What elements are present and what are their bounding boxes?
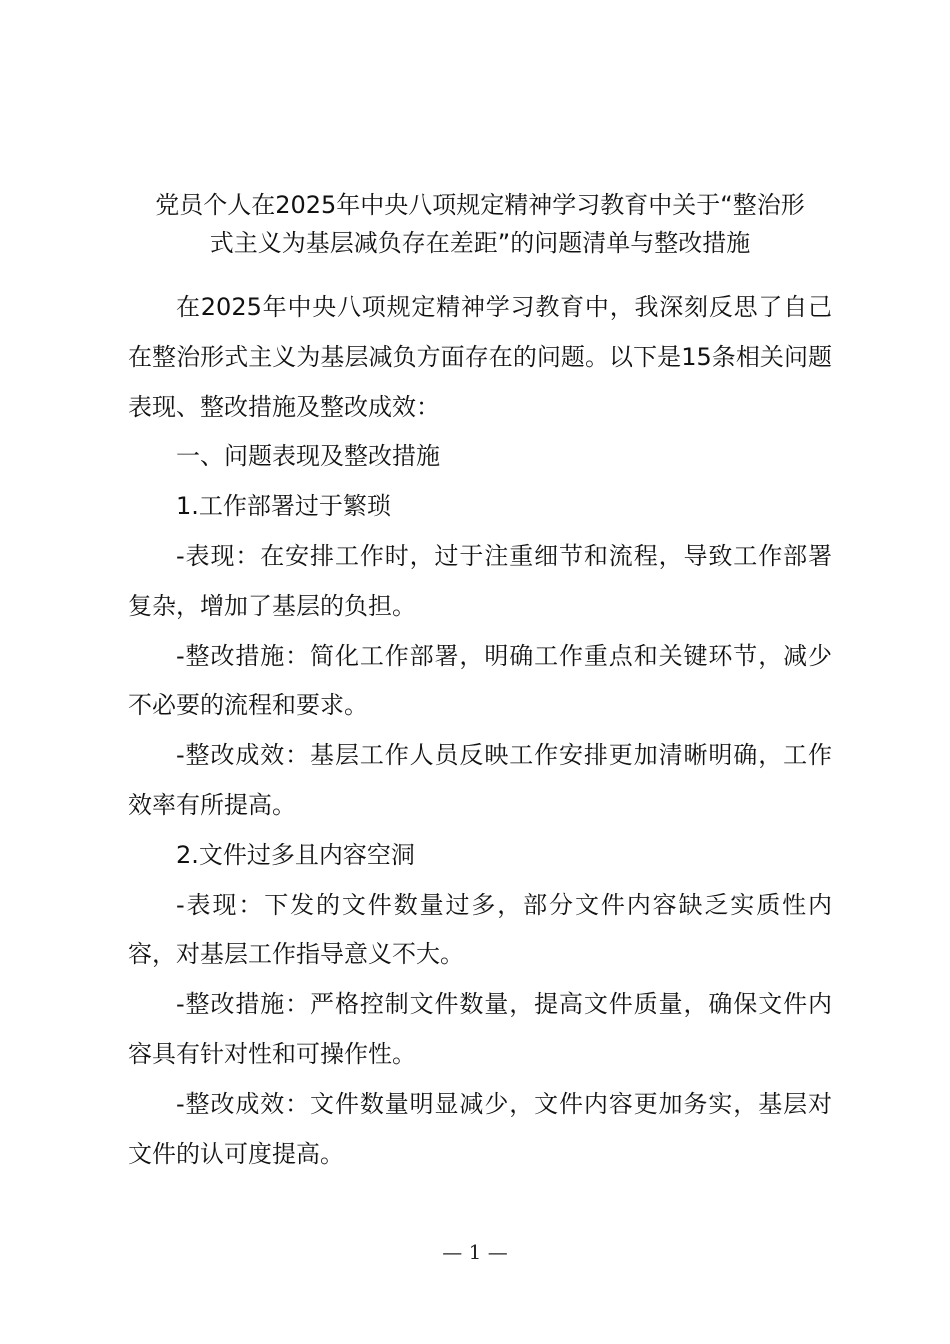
item-measure-paragraph: -整改措施：严格控制文件数量，提高文件质量，确保文件内容具有针对性和可操作性。 [128, 990, 832, 1068]
title-line-2: 式主义为基层减负存在差距”的问题清单与整改措施 [209, 229, 751, 257]
section-heading: 一、问题表现及整改措施 [176, 442, 440, 471]
item-result-paragraph: -整改成效：文件数量明显减少，文件内容更加务实，基层对文件的认可度提高。 [128, 1089, 832, 1168]
item-measure-paragraph: -整改措施：简化工作部署，明确工作重点和关键环节，减少不必要的流程和要求。 [128, 641, 832, 720]
document-title [128, 186, 832, 262]
intro-paragraph: 在2025年中央八项规定精神学习教育中，我深刻反思了自己在整治形式主义为基层减负方面存在的问题。以下是15条相关问题表现、整改措施及整改成效： [128, 293, 832, 421]
item-result-paragraph: -整改成效：基层工作人员反映工作安排更加清晰明确，工作效率有所提高。 [128, 741, 832, 819]
item-heading: 1.工作部署过于繁琐 [176, 492, 391, 521]
item-heading: 2.文件过多且内容空洞 [176, 840, 415, 869]
item-problem-paragraph: -表现：下发的文件数量过多，部分文件内容缺乏实质性内容，对基层工作指导意义不大。 [128, 890, 832, 969]
page-number: — 1 — [442, 1240, 508, 1264]
document-body [128, 283, 832, 1179]
item-problem-paragraph: -表现：在安排工作时，过于注重细节和流程，导致工作部署复杂，增加了基层的负担。 [128, 541, 832, 620]
title-line-1: 党员个人在2025年中央八项规定精神学习教育中关于“整治形 [155, 191, 805, 219]
